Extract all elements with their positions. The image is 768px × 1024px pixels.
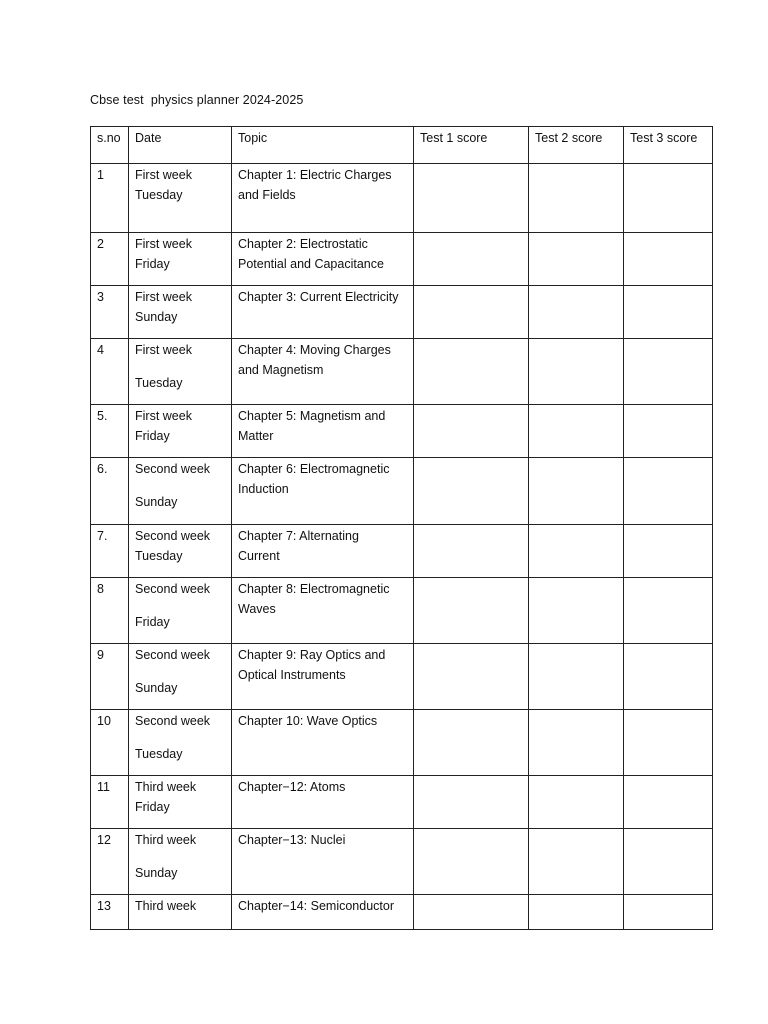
table-row — [91, 233, 713, 286]
date-day: Sunday — [135, 310, 178, 324]
header-topic: Topic — [232, 127, 414, 164]
table-row — [91, 776, 713, 829]
test1-score-cell[interactable] — [414, 458, 529, 525]
date-week: First week — [135, 409, 192, 423]
date-cell — [129, 164, 232, 233]
header-test3-score: Test 3 score — [624, 127, 713, 164]
date-week: Third week — [135, 833, 197, 847]
test1-score-cell[interactable] — [414, 164, 529, 233]
topic-line: Chapter−12: Atoms — [238, 780, 346, 794]
test2-score-cell[interactable] — [529, 525, 624, 578]
date-week: Third week — [135, 780, 197, 794]
sno-cell: 12 — [91, 829, 129, 895]
date-week: Second week — [135, 714, 211, 728]
date-cell — [129, 895, 232, 930]
sno-cell: 10 — [91, 710, 129, 776]
header-date: Date — [129, 127, 232, 164]
topic-line: Chapter−14: Semiconductor — [238, 899, 394, 913]
test2-score-cell[interactable] — [529, 776, 624, 829]
date-day: Tuesday — [135, 376, 183, 390]
table-row — [91, 405, 713, 458]
test2-score-cell[interactable] — [529, 895, 624, 930]
test3-score-cell[interactable] — [624, 776, 713, 829]
test2-score-cell[interactable] — [529, 829, 624, 895]
date-day: Tuesday — [135, 549, 183, 563]
topic-line: Matter — [238, 429, 274, 443]
sno-cell: 3 — [91, 286, 129, 339]
topic-line: Waves — [238, 602, 276, 616]
topic-line: Potential and Capacitance — [238, 257, 384, 271]
test2-score-cell[interactable] — [529, 578, 624, 644]
date-cell — [129, 339, 232, 405]
topic-cell — [232, 578, 414, 644]
date-cell — [129, 525, 232, 578]
date-week: First week — [135, 168, 192, 182]
test3-score-cell[interactable] — [624, 458, 713, 525]
document-title: Cbse test physics planner 2024-2025 — [90, 93, 304, 107]
table-row — [91, 525, 713, 578]
sno-cell: 4 — [91, 339, 129, 405]
topic-line: Current — [238, 549, 280, 563]
test1-score-cell[interactable] — [414, 895, 529, 930]
test2-score-cell[interactable] — [529, 286, 624, 339]
topic-line: Chapter 2: Electrostatic — [238, 237, 368, 251]
test1-score-cell[interactable] — [414, 286, 529, 339]
sno-cell: 8 — [91, 578, 129, 644]
sno-cell: 5. — [91, 405, 129, 458]
date-day: Friday — [135, 800, 170, 814]
topic-cell — [232, 829, 414, 895]
table-row — [91, 286, 713, 339]
test3-score-cell[interactable] — [624, 829, 713, 895]
line-gap — [135, 850, 225, 863]
date-cell — [129, 710, 232, 776]
test3-score-cell[interactable] — [624, 525, 713, 578]
test3-score-cell[interactable] — [624, 339, 713, 405]
date-week: Second week — [135, 648, 211, 662]
topic-line: Chapter 10: Wave Optics — [238, 714, 378, 728]
date-day: Sunday — [135, 495, 178, 509]
test2-score-cell[interactable] — [529, 405, 624, 458]
sno-cell: 6. — [91, 458, 129, 525]
test1-score-cell[interactable] — [414, 233, 529, 286]
date-week: Third week — [135, 899, 197, 913]
topic-cell — [232, 895, 414, 930]
table-header-row — [91, 127, 713, 164]
date-cell — [129, 458, 232, 525]
test1-score-cell[interactable] — [414, 525, 529, 578]
topic-cell — [232, 525, 414, 578]
topic-line: Optical Instruments — [238, 668, 346, 682]
test2-score-cell[interactable] — [529, 644, 624, 710]
header-sno: s.no — [91, 127, 129, 164]
topic-cell — [232, 776, 414, 829]
date-day: Sunday — [135, 866, 178, 880]
topic-line: Chapter 6: Electromagnetic — [238, 462, 390, 476]
topic-line: Induction — [238, 482, 289, 496]
table-row — [91, 829, 713, 895]
date-day: Sunday — [135, 681, 178, 695]
topic-cell — [232, 164, 414, 233]
test3-score-cell[interactable] — [624, 233, 713, 286]
date-week: Second week — [135, 462, 211, 476]
date-cell — [129, 286, 232, 339]
date-cell — [129, 776, 232, 829]
date-cell — [129, 829, 232, 895]
topic-line: Chapter 1: Electric Charges — [238, 168, 392, 182]
topic-cell — [232, 710, 414, 776]
sno-cell: 2 — [91, 233, 129, 286]
test3-score-cell[interactable] — [624, 895, 713, 930]
header-test2-score: Test 2 score — [529, 127, 624, 164]
topic-line: Chapter 3: Current Electricity — [238, 290, 399, 304]
table-row — [91, 164, 713, 233]
topic-line: Chapter 7: Alternating — [238, 529, 359, 543]
topic-line: and Magnetism — [238, 363, 324, 377]
line-gap — [135, 731, 225, 744]
date-week: First week — [135, 290, 192, 304]
topic-line: Chapter 5: Magnetism and — [238, 409, 386, 423]
topic-cell — [232, 458, 414, 525]
date-week: First week — [135, 237, 192, 251]
topic-line: Chapter 8: Electromagnetic — [238, 582, 390, 596]
line-gap — [135, 360, 225, 373]
date-day: Tuesday — [135, 188, 183, 202]
table-row — [91, 710, 713, 776]
line-gap — [135, 479, 225, 492]
sno-cell: 7. — [91, 525, 129, 578]
date-day: Friday — [135, 257, 170, 271]
table-row — [91, 339, 713, 405]
topic-line: and Fields — [238, 188, 296, 202]
topic-cell — [232, 339, 414, 405]
test3-score-cell[interactable] — [624, 164, 713, 233]
date-day: Tuesday — [135, 747, 183, 761]
date-day: Friday — [135, 615, 170, 629]
test1-score-cell[interactable] — [414, 829, 529, 895]
test3-score-cell[interactable] — [624, 578, 713, 644]
test1-score-cell[interactable] — [414, 405, 529, 458]
date-cell — [129, 644, 232, 710]
topic-line: Chapter 9: Ray Optics and — [238, 648, 386, 662]
table-row — [91, 895, 713, 930]
test2-score-cell[interactable] — [529, 458, 624, 525]
topic-cell — [232, 405, 414, 458]
date-week: Second week — [135, 582, 211, 596]
topic-cell — [232, 644, 414, 710]
line-gap — [135, 599, 225, 612]
test1-score-cell[interactable] — [414, 578, 529, 644]
test1-score-cell[interactable] — [414, 776, 529, 829]
topic-line: Chapter−13: Nuclei — [238, 833, 346, 847]
date-week: Second week — [135, 529, 211, 543]
planner-table — [90, 126, 713, 930]
sno-cell: 11 — [91, 776, 129, 829]
date-day: Friday — [135, 429, 170, 443]
test1-score-cell[interactable] — [414, 644, 529, 710]
sno-cell: 1 — [91, 164, 129, 233]
test3-score-cell[interactable] — [624, 286, 713, 339]
line-gap — [135, 665, 225, 678]
test2-score-cell[interactable] — [529, 339, 624, 405]
table-row — [91, 644, 713, 710]
topic-cell — [232, 233, 414, 286]
date-cell — [129, 405, 232, 458]
test3-score-cell[interactable] — [624, 710, 713, 776]
sno-cell: 9 — [91, 644, 129, 710]
date-cell — [129, 233, 232, 286]
topic-line: Chapter 4: Moving Charges — [238, 343, 391, 357]
test3-score-cell[interactable] — [624, 405, 713, 458]
date-cell — [129, 578, 232, 644]
topic-cell — [232, 286, 414, 339]
test1-score-cell[interactable] — [414, 710, 529, 776]
test3-score-cell[interactable] — [624, 644, 713, 710]
test1-score-cell[interactable] — [414, 339, 529, 405]
date-week: First week — [135, 343, 192, 357]
table-row — [91, 458, 713, 525]
test2-score-cell[interactable] — [529, 164, 624, 233]
sno-cell: 13 — [91, 895, 129, 930]
table-row — [91, 578, 713, 644]
test2-score-cell[interactable] — [529, 233, 624, 286]
header-test1-score: Test 1 score — [414, 127, 529, 164]
test2-score-cell[interactable] — [529, 710, 624, 776]
